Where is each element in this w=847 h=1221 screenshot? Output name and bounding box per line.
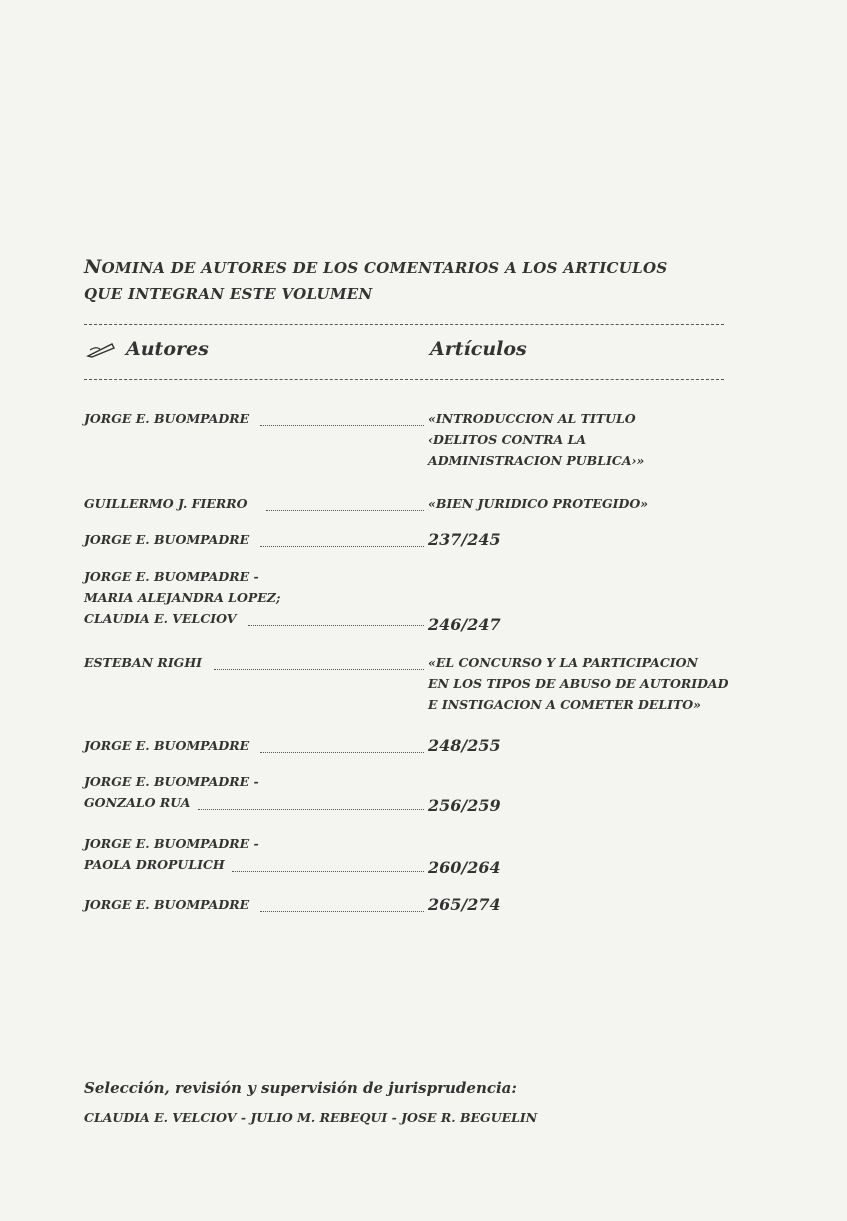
row-article: «EL CONCURSO Y LA PARTICIPACION EN LOS TIPOS DE ABUSO DE AUTORIDAD E INSTIGACION A COMETER DELITO»	[428, 655, 729, 712]
articles-column-header: Artículos	[430, 338, 527, 360]
dot-leader	[198, 809, 424, 810]
row-article: 248/255	[428, 736, 501, 755]
dot-leader	[260, 752, 424, 753]
authors-column-header	[86, 338, 209, 360]
credits	[84, 1076, 744, 1130]
row-author: JORGE E. BUOMPADRE - MARIA ALEJANDRA LOPEZ; CLAUDIA E. VELCIOV	[84, 569, 281, 626]
title-drop-cap: N	[84, 256, 102, 278]
authors-label: Autores	[126, 338, 209, 360]
row-article: 260/264	[428, 858, 501, 877]
row-author: JORGE E. BUOMPADRE	[84, 738, 250, 753]
dot-leader	[260, 911, 424, 912]
title-line-2: QUE INTEGRAN ESTE VOLUMEN	[84, 285, 373, 303]
pen-icon	[86, 340, 116, 358]
page-title	[84, 254, 744, 307]
row-author: JORGE E. BUOMPADRE	[84, 532, 250, 547]
row-article: 237/245	[428, 530, 501, 549]
credits-label: Selección, revisión y supervisión de jurisprudencia:	[84, 1079, 517, 1097]
row-author: JORGE E. BUOMPADRE	[84, 897, 250, 912]
row-author: JORGE E. BUOMPADRE - GONZALO RUA	[84, 774, 259, 810]
dot-leader	[260, 546, 424, 547]
divider-bottom	[84, 379, 724, 380]
dot-leader	[266, 510, 424, 511]
credits-names: CLAUDIA E. VELCIOV - JULIO M. REBEQUI - JOSE R. BEGUELIN	[84, 1110, 538, 1125]
row-article: 265/274	[428, 895, 501, 914]
row-author: JORGE E. BUOMPADRE	[84, 411, 250, 426]
row-article: «INTRODUCCION AL TITULO ‹DELITOS CONTRA LA ADMINISTRACION PUBLICA›»	[428, 411, 645, 468]
row-article: 246/247	[428, 615, 501, 634]
title-line-1-text: OMINA DE AUTORES DE LOS COMENTARIOS A LOS ARTICULOS	[101, 259, 668, 277]
divider-top	[84, 324, 724, 325]
row-article: «BIEN JURIDICO PROTEGIDO»	[428, 496, 649, 511]
row-author: JORGE E. BUOMPADRE - PAOLA DROPULICH	[84, 836, 259, 872]
dot-leader	[232, 871, 424, 872]
dot-leader	[248, 625, 424, 626]
title-line-1	[84, 254, 744, 281]
row-author: ESTEBAN RIGHI	[84, 655, 202, 670]
row-article: 256/259	[428, 796, 501, 815]
row-author: GUILLERMO J. FIERRO	[84, 496, 248, 511]
dot-leader	[214, 669, 424, 670]
dot-leader	[260, 425, 424, 426]
